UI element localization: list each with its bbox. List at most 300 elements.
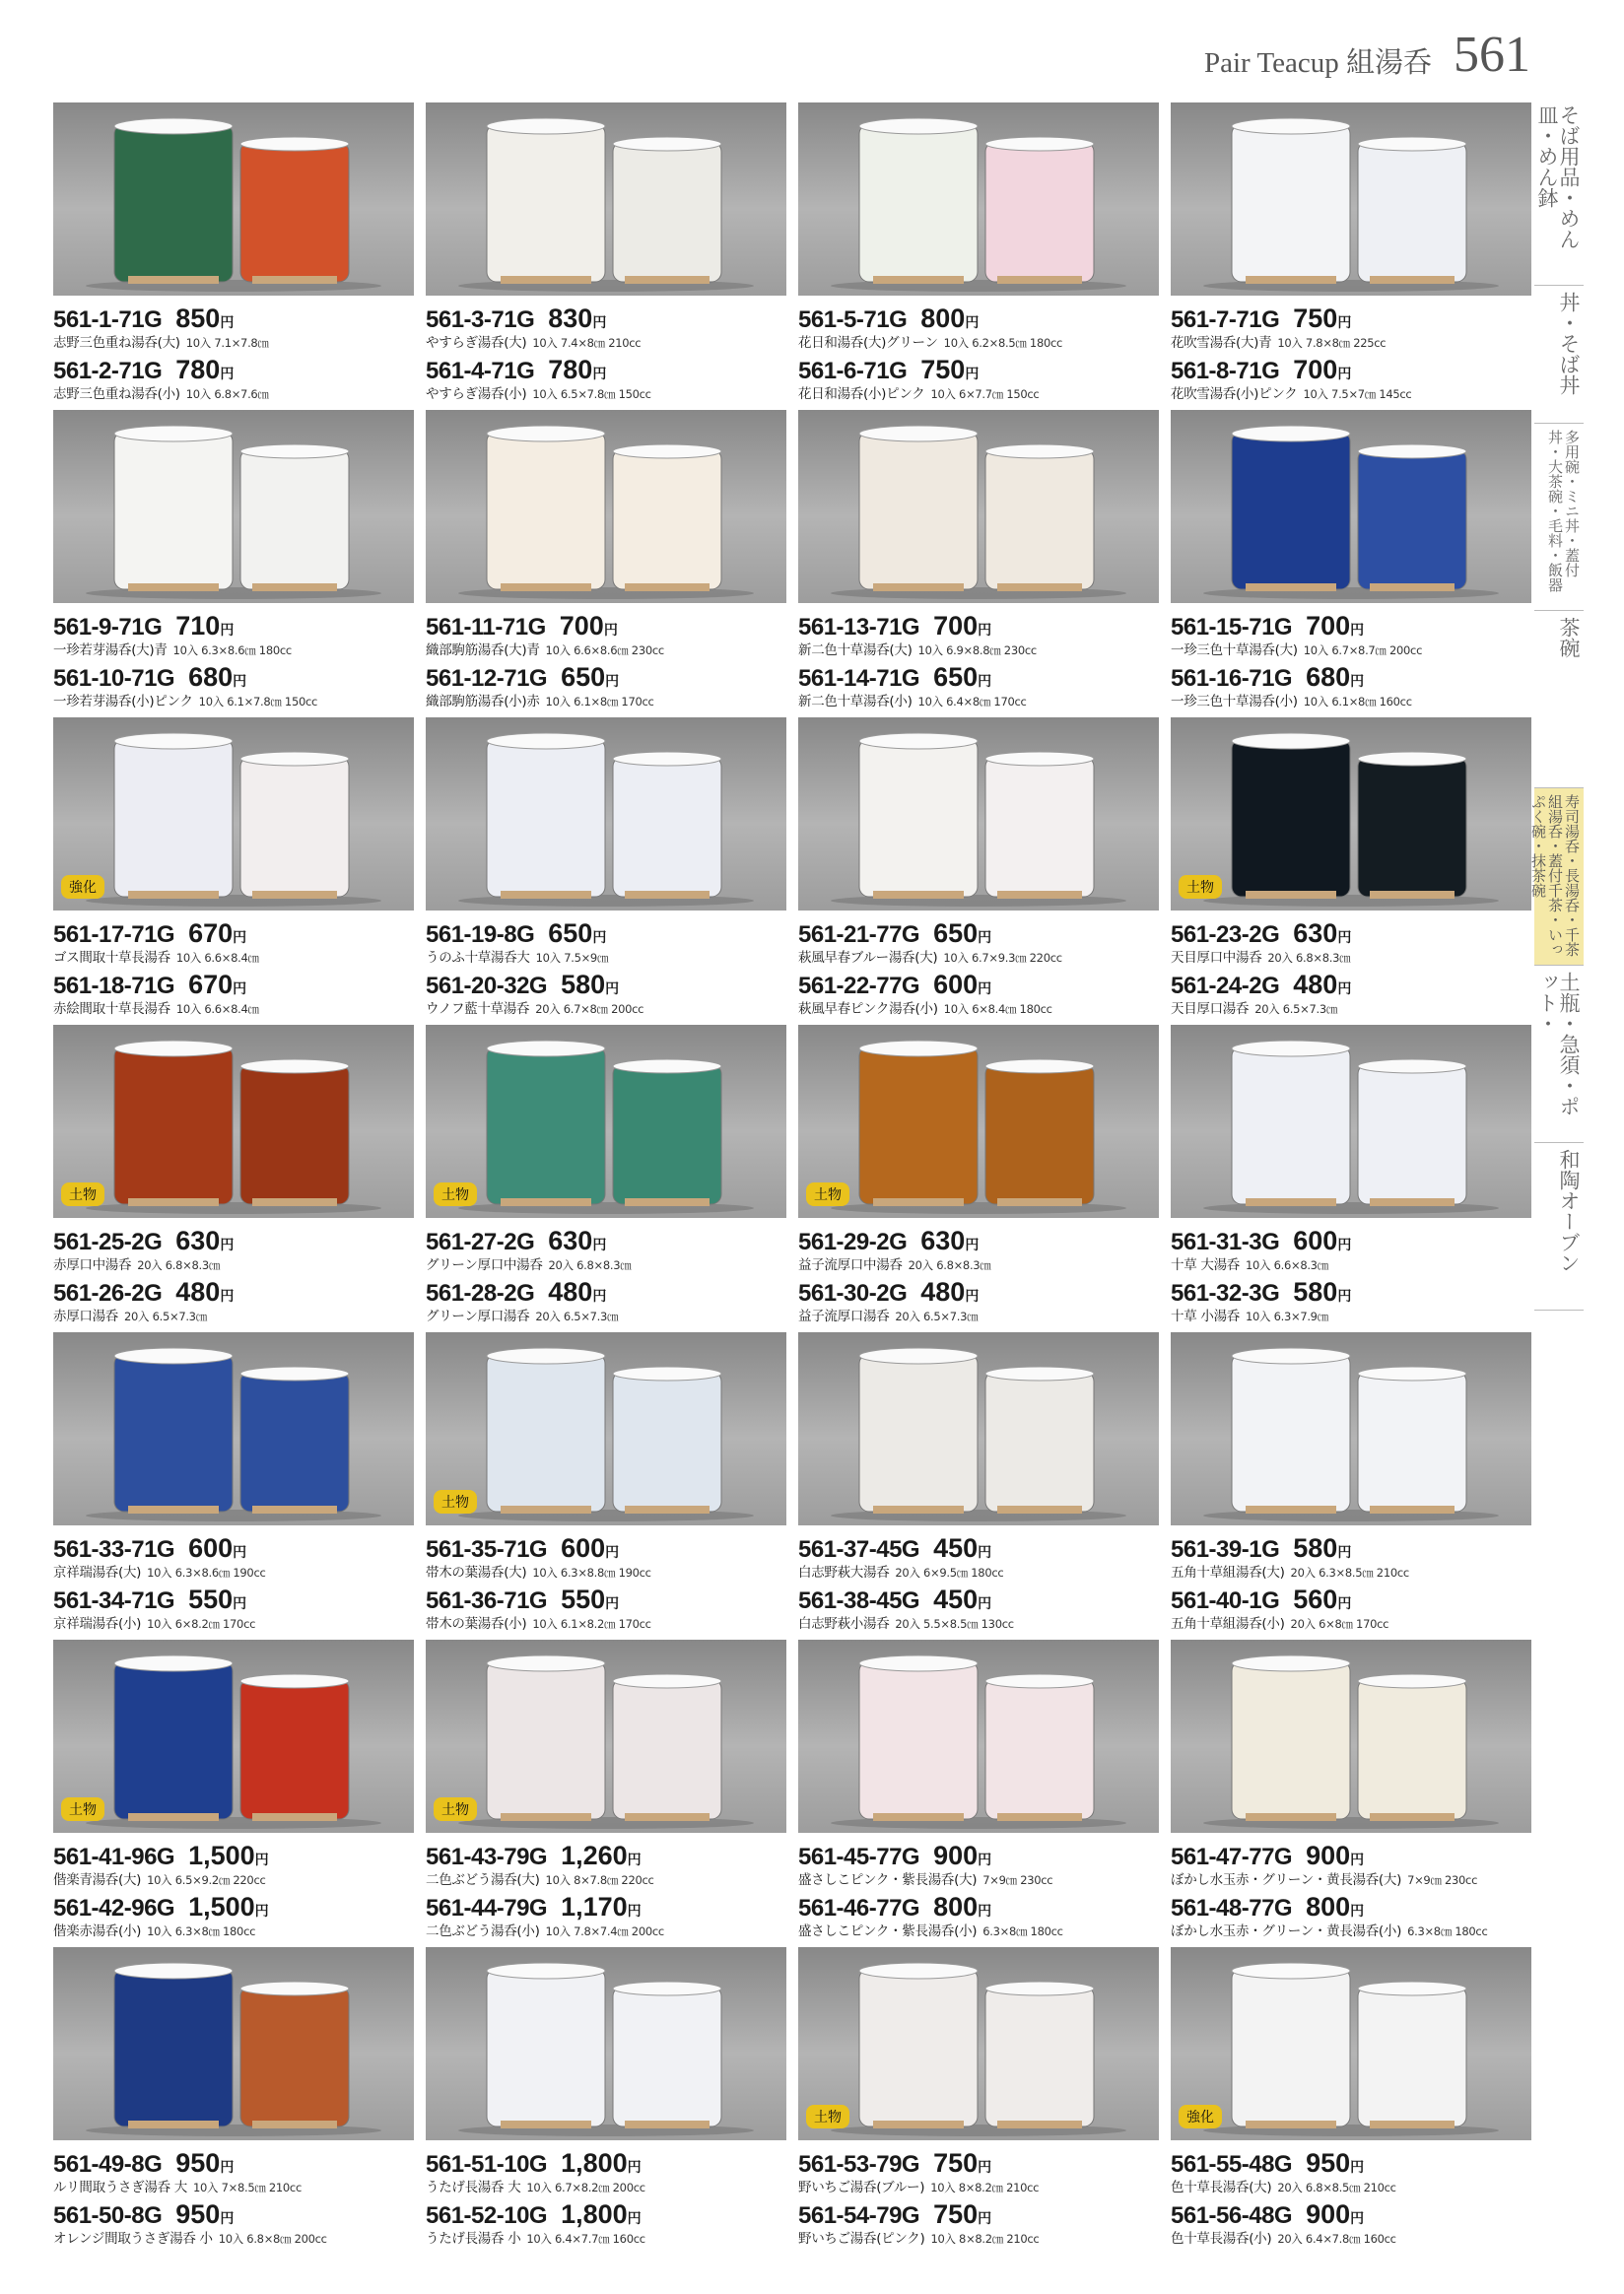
product-code: 561-15-71G	[1171, 614, 1293, 641]
large-cup	[114, 118, 233, 284]
small-cup	[240, 752, 349, 899]
product-photo	[798, 1640, 1159, 1833]
product-card[interactable]	[53, 717, 414, 1023]
product-price: 680	[1306, 662, 1351, 692]
product-card[interactable]	[426, 1947, 786, 2253]
product-code: 561-31-3G	[1171, 1229, 1280, 1255]
yen-unit: 円	[233, 981, 247, 997]
product-name: グリーン厚口湯呑	[426, 1309, 530, 1324]
large-cup	[487, 426, 605, 591]
teacup-pair-photo	[53, 102, 414, 296]
product-name: 赤厚口中湯呑	[53, 1257, 132, 1273]
product-spec: 10入 6.8×7.6㎝	[185, 387, 269, 401]
yen-unit: 円	[978, 1904, 992, 1920]
small-cup	[985, 1982, 1094, 2128]
product-spec: 10入 7.5×9㎝	[535, 951, 609, 965]
large-cup	[859, 1041, 978, 1206]
side-tab[interactable]: 和陶オーブン	[1534, 1143, 1584, 1311]
product-spec: 10入 7.8×7.4㎝ 200cc	[545, 1924, 664, 1938]
product-name: 天目厚口中湯呑	[1171, 950, 1262, 966]
product-name: ウノフ藍十草湯呑	[426, 1001, 530, 1017]
product-code: 561-41-96G	[53, 1844, 175, 1870]
product-price: 1,170	[561, 1892, 628, 1922]
product-code: 561-3-71G	[426, 306, 535, 333]
product-code: 561-39-1G	[1171, 1536, 1280, 1563]
product-name: 一珍若芽湯呑(大)青	[53, 642, 168, 658]
product-desc-small	[53, 382, 269, 402]
teacup-pair-photo	[426, 717, 786, 911]
product-line-large	[426, 1841, 800, 1871]
large-cup	[487, 1655, 605, 1821]
product-spec: 7×9㎝ 230cc	[1407, 1873, 1478, 1887]
product-desc-large	[426, 1561, 651, 1581]
yen-unit: 円	[1350, 1904, 1365, 1920]
product-code: 561-14-71G	[798, 665, 920, 692]
product-desc-small	[1171, 1612, 1388, 1632]
product-code: 561-13-71G	[798, 614, 920, 641]
large-cup	[114, 1348, 233, 1514]
product-price: 780	[175, 355, 221, 384]
product-spec: 10入 6.7×9.3㎝ 220cc	[943, 951, 1062, 965]
yen-unit: 円	[1350, 2160, 1365, 2176]
product-card[interactable]	[1171, 1947, 1531, 2253]
yen-unit: 円	[605, 1545, 620, 1561]
large-cup	[1232, 1041, 1350, 1206]
product-code: 561-38-45G	[798, 1587, 920, 1614]
product-desc-large	[426, 639, 664, 658]
product-desc-small	[426, 997, 643, 1017]
side-tab[interactable]: 多用碗・ミニ丼・蓋付丼・大茶碗・毛料・飯器	[1534, 424, 1584, 611]
product-line-small	[426, 1892, 800, 1923]
product-card[interactable]	[1171, 1332, 1531, 1638]
product-price: 780	[548, 355, 593, 384]
material-badge: 土物	[806, 2105, 849, 2128]
product-desc-large	[53, 331, 269, 351]
product-desc-large	[426, 1253, 631, 1273]
teacup-pair-photo	[53, 1640, 414, 1833]
product-card[interactable]	[53, 1947, 414, 2253]
product-name: グリーン厚口中湯呑	[426, 1257, 543, 1273]
product-spec: 20入 6.8×8.3㎝	[1267, 951, 1351, 965]
page-header	[1204, 28, 1530, 83]
product-name: 織部駒筋湯呑(大)青	[426, 642, 540, 658]
product-card[interactable]	[798, 410, 1159, 715]
product-price: 950	[175, 2148, 221, 2178]
product-name: 五角十草組湯呑(小)	[1171, 1616, 1285, 1632]
teacup-pair-photo	[426, 1332, 786, 1525]
product-price: 1,260	[561, 1841, 628, 1870]
product-code: 561-47-77G	[1171, 1844, 1293, 1870]
yen-unit: 円	[592, 315, 607, 331]
product-name: 五角十草組湯呑(大)	[1171, 1565, 1285, 1581]
product-price: 650	[561, 662, 606, 692]
product-name: 益子流厚口湯呑	[798, 1309, 890, 1324]
product-spec: 20入 6.3×8.5㎝ 210cc	[1290, 1566, 1409, 1580]
product-card[interactable]	[426, 1332, 786, 1638]
product-photo	[426, 1025, 786, 1218]
product-desc-large	[53, 639, 292, 658]
product-code: 561-20-32G	[426, 973, 548, 999]
product-spec: 7×9㎝ 230cc	[982, 1873, 1053, 1887]
small-cup	[240, 1059, 349, 1206]
product-desc-large	[426, 946, 608, 966]
product-photo	[1171, 1332, 1531, 1525]
yen-unit: 円	[220, 315, 235, 331]
product-desc-small	[426, 690, 654, 709]
large-cup	[1232, 1348, 1350, 1514]
product-spec: 10入 6.6×8.3㎝	[1246, 1258, 1328, 1272]
large-cup	[1232, 118, 1350, 284]
product-desc-large	[1171, 1868, 1477, 1888]
product-name: 京祥瑞湯呑(大)	[53, 1565, 142, 1581]
product-line-large	[1171, 918, 1545, 949]
product-code: 561-22-77G	[798, 973, 920, 999]
product-price: 750	[920, 355, 966, 384]
product-line-small	[53, 1277, 428, 1308]
product-desc-small	[426, 1305, 618, 1324]
side-tab[interactable]: 丼・そば丼	[1534, 286, 1584, 424]
product-spec: 10入 7.5×7㎝ 145cc	[1303, 387, 1412, 401]
product-code: 561-21-77G	[798, 921, 920, 948]
product-spec: 10入 6.1×8㎝ 160cc	[1303, 695, 1412, 708]
product-name: オレンジ間取うさぎ湯呑 小	[53, 2231, 213, 2247]
yen-unit: 円	[978, 981, 992, 997]
product-card[interactable]	[1171, 1640, 1531, 1945]
teacup-pair-photo	[798, 1640, 1159, 1833]
product-spec: 10入 6.4×7.7㎝ 160cc	[526, 2232, 645, 2246]
product-price: 670	[188, 918, 234, 948]
small-cup	[1358, 444, 1466, 591]
product-code: 561-10-71G	[53, 665, 175, 692]
product-photo	[53, 1025, 414, 1218]
product-line-large	[53, 611, 428, 641]
product-code: 561-19-8G	[426, 921, 535, 948]
yen-unit: 円	[978, 674, 992, 690]
product-code: 561-36-71G	[426, 1587, 548, 1614]
teacup-pair-photo	[53, 1947, 414, 2140]
product-spec: 20入 6×9.5㎝ 180cc	[895, 1566, 1004, 1580]
product-card[interactable]	[1171, 717, 1531, 1023]
product-code: 561-12-71G	[426, 665, 548, 692]
product-card[interactable]	[798, 102, 1159, 408]
product-name: 花吹雪湯呑(小)ピンク	[1171, 386, 1298, 402]
product-desc-small	[53, 997, 259, 1017]
product-photo	[53, 1332, 414, 1525]
product-price: 480	[1293, 970, 1338, 999]
product-name: 赤絵間取十草長湯呑	[53, 1001, 170, 1017]
side-tab[interactable]: そば用品・めん皿・めん鉢	[1534, 99, 1584, 286]
product-code: 561-9-71G	[53, 614, 163, 641]
product-spec: 20入 6.7×8㎝ 200cc	[535, 1002, 644, 1016]
product-line-small	[426, 2199, 800, 2230]
product-line-large	[1171, 1533, 1545, 1564]
yen-unit: 円	[1337, 930, 1352, 946]
product-name: 偕楽青湯呑(大)	[53, 1872, 142, 1888]
yen-unit: 円	[254, 1853, 269, 1868]
product-spec: 6.3×8㎝ 180cc	[982, 1924, 1063, 1938]
product-card[interactable]	[798, 717, 1159, 1023]
product-card[interactable]	[53, 410, 414, 715]
teacup-pair-photo	[798, 1947, 1159, 2140]
product-line-large	[1171, 304, 1545, 334]
product-line-small	[53, 1585, 428, 1615]
product-price: 600	[933, 970, 979, 999]
product-card[interactable]	[1171, 102, 1531, 408]
product-code: 561-1-71G	[53, 306, 163, 333]
product-line-large	[798, 611, 1173, 641]
product-card[interactable]	[53, 102, 414, 408]
side-tab[interactable]: 寿司湯呑・長湯呑・千茶組湯呑・蓋付千茶・いっぷく碗・抹茶碗	[1534, 788, 1584, 966]
teacup-pair-photo	[53, 1025, 414, 1218]
product-desc-large	[53, 1561, 266, 1581]
small-cup	[240, 137, 349, 284]
teacup-pair-photo	[53, 717, 414, 911]
product-card[interactable]	[1171, 410, 1531, 715]
product-desc-small	[798, 690, 1027, 709]
product-price: 630	[1293, 918, 1338, 948]
product-name: 志野三色重ね湯呑(小)	[53, 386, 180, 402]
product-spec: 20入 6.5×7.3㎝	[1254, 1002, 1338, 1016]
product-code: 561-17-71G	[53, 921, 175, 948]
product-card[interactable]	[53, 1025, 414, 1330]
small-cup	[985, 1367, 1094, 1514]
teacup-pair-photo	[798, 1025, 1159, 1218]
small-cup	[613, 1059, 721, 1206]
product-card[interactable]	[426, 717, 786, 1023]
yen-unit: 円	[978, 2160, 992, 2176]
product-spec: 10入 7.1×7.8㎝	[185, 336, 269, 350]
product-name: 帯木の葉湯呑(大)	[426, 1565, 527, 1581]
product-card[interactable]	[798, 1947, 1159, 2253]
yen-unit: 円	[233, 1596, 247, 1612]
product-photo	[798, 717, 1159, 911]
product-card[interactable]	[426, 410, 786, 715]
product-line-small	[53, 2199, 428, 2230]
product-card[interactable]	[426, 1640, 786, 1945]
product-name: 志野三色重ね湯呑(大)	[53, 335, 180, 351]
product-name: 二色ぶどう湯呑(大)	[426, 1872, 540, 1888]
page-title: Pair Teacup 組湯呑	[1204, 47, 1432, 79]
yen-unit: 円	[233, 674, 247, 690]
product-price: 710	[175, 611, 221, 641]
product-line-small	[1171, 970, 1545, 1000]
product-desc-small	[53, 2227, 327, 2247]
product-desc-small	[798, 2227, 1039, 2247]
product-photo	[426, 717, 786, 911]
product-name: 白志野萩小湯呑	[798, 1616, 890, 1632]
small-cup	[1358, 137, 1466, 284]
product-name: 野いちご湯呑(ブルー)	[798, 2180, 925, 2195]
teacup-pair-photo	[426, 1640, 786, 1833]
yen-unit: 円	[592, 930, 607, 946]
product-photo	[1171, 1025, 1531, 1218]
product-card[interactable]	[798, 1332, 1159, 1638]
yen-unit: 円	[965, 1289, 980, 1305]
product-spec: 20入 6.8×8.5㎝ 210cc	[1277, 2181, 1396, 2194]
yen-unit: 円	[627, 2211, 642, 2227]
product-name: ぼかし水玉赤・グリーン・黄長湯呑(大)	[1171, 1872, 1402, 1888]
product-photo	[1171, 102, 1531, 296]
small-cup	[613, 1367, 721, 1514]
product-desc-large	[53, 946, 259, 966]
product-name: 二色ぶどう湯呑(小)	[426, 1923, 540, 1939]
teacup-pair-photo	[1171, 1025, 1531, 1218]
product-name: 十草 大湯呑	[1171, 1257, 1240, 1273]
product-photo	[426, 102, 786, 296]
small-cup	[613, 752, 721, 899]
product-desc-small	[1171, 690, 1412, 709]
product-photo	[426, 1947, 786, 2140]
product-name: 盛さしこピンク・紫長湯呑(小)	[798, 1923, 978, 1939]
product-desc-large	[798, 2176, 1039, 2195]
product-desc-small	[426, 2227, 645, 2247]
product-line-small	[1171, 1585, 1545, 1615]
large-cup	[1232, 733, 1350, 899]
product-name: 盛さしこピンク・紫長湯呑(大)	[798, 1872, 978, 1888]
product-price: 830	[548, 304, 593, 333]
product-line-large	[798, 304, 1173, 334]
product-card[interactable]	[53, 1640, 414, 1945]
product-code: 561-37-45G	[798, 1536, 920, 1563]
product-spec: 10入 6.9×8.8㎝ 230cc	[917, 643, 1037, 657]
large-cup	[487, 1963, 605, 2128]
product-spec: 10入 6.5×7.8㎝ 150cc	[532, 387, 651, 401]
product-code: 561-16-71G	[1171, 665, 1293, 692]
product-price: 850	[175, 304, 221, 333]
teacup-pair-photo	[798, 410, 1159, 603]
product-card[interactable]	[1171, 1025, 1531, 1330]
product-spec: 20入 6.8×8.3㎝	[137, 1258, 221, 1272]
yen-unit: 円	[1337, 367, 1352, 382]
small-cup	[240, 1982, 349, 2128]
product-photo	[53, 1947, 414, 2140]
small-cup	[613, 137, 721, 284]
yen-unit: 円	[978, 930, 992, 946]
product-card[interactable]	[798, 1640, 1159, 1945]
product-code: 561-7-71G	[1171, 306, 1280, 333]
product-desc-small	[1171, 1305, 1328, 1324]
product-code: 561-32-3G	[1171, 1280, 1280, 1307]
product-desc-large	[53, 1868, 266, 1888]
product-code: 561-45-77G	[798, 1844, 920, 1870]
product-spec: 10入 6.1×8.2㎝ 170cc	[532, 1617, 651, 1631]
product-desc-large	[798, 1561, 1003, 1581]
product-name: 京祥瑞湯呑(小)	[53, 1616, 142, 1632]
product-code: 561-51-10G	[426, 2151, 548, 2178]
product-price: 900	[933, 1841, 979, 1870]
product-spec: 10入 6.1×8㎝ 170cc	[545, 695, 654, 708]
product-desc-large	[798, 1253, 991, 1273]
product-price: 480	[920, 1277, 966, 1307]
yen-unit: 円	[220, 2211, 235, 2227]
side-tab[interactable]: 土瓶・急須・ポット・	[1534, 966, 1584, 1143]
product-line-small	[798, 355, 1173, 385]
material-badge: 土物	[1179, 875, 1222, 899]
product-line-large	[426, 304, 800, 334]
product-desc-small	[53, 1612, 255, 1632]
product-code: 561-54-79G	[798, 2202, 920, 2229]
product-photo	[1171, 410, 1531, 603]
product-code: 561-6-71G	[798, 358, 908, 384]
product-desc-small	[798, 997, 1052, 1017]
product-line-large	[798, 1226, 1173, 1256]
product-photo	[1171, 1640, 1531, 1833]
product-spec: 10入 6.1×7.8㎝ 150cc	[198, 695, 318, 708]
product-line-small	[53, 1892, 428, 1923]
product-spec: 10入 6.6×8.6㎝ 230cc	[545, 643, 664, 657]
product-code: 561-49-8G	[53, 2151, 163, 2178]
product-price: 550	[561, 1585, 606, 1614]
product-card[interactable]	[426, 1025, 786, 1330]
product-line-small	[426, 355, 800, 385]
product-code: 561-25-2G	[53, 1229, 163, 1255]
product-line-large	[798, 2148, 1173, 2179]
product-price: 700	[559, 611, 604, 641]
small-cup	[240, 1367, 349, 1514]
product-line-large	[53, 1533, 428, 1564]
product-line-small	[1171, 662, 1545, 693]
product-spec: 20入 6.8×8.3㎝	[548, 1258, 632, 1272]
product-card[interactable]	[53, 1332, 414, 1638]
product-photo	[798, 102, 1159, 296]
product-card[interactable]	[798, 1025, 1159, 1330]
product-line-large	[426, 611, 800, 641]
yen-unit: 円	[254, 1904, 269, 1920]
product-code: 561-35-71G	[426, 1536, 548, 1563]
product-line-large	[798, 1533, 1173, 1564]
material-badge: 強化	[1179, 2105, 1222, 2128]
yen-unit: 円	[627, 2160, 642, 2176]
side-tab[interactable]: 茶碗	[1534, 611, 1584, 788]
product-card[interactable]	[426, 102, 786, 408]
product-spec: 10入 8×7.8㎝ 220cc	[545, 1873, 654, 1887]
product-price: 1,800	[561, 2148, 628, 2178]
small-cup	[1358, 1982, 1466, 2128]
yen-unit: 円	[965, 1238, 980, 1253]
product-name: 新二色十草湯呑(大)	[798, 642, 913, 658]
product-line-small	[798, 1585, 1173, 1615]
yen-unit: 円	[220, 623, 235, 639]
product-desc-large	[426, 2176, 645, 2195]
product-photo	[53, 102, 414, 296]
product-price: 750	[933, 2148, 979, 2178]
product-desc-small	[798, 1305, 978, 1324]
large-cup	[859, 733, 978, 899]
product-spec: 20入 6.4×7.8㎝ 160cc	[1277, 2232, 1396, 2246]
product-desc-large	[798, 639, 1037, 658]
product-spec: 10入 6.3×8.8㎝ 190cc	[532, 1566, 651, 1580]
small-cup	[1358, 1367, 1466, 1514]
product-photo	[53, 1640, 414, 1833]
small-cup	[985, 1059, 1094, 1206]
small-cup	[613, 444, 721, 591]
product-spec: 10入 6×7.7㎝ 150cc	[930, 387, 1040, 401]
product-code: 561-33-71G	[53, 1536, 175, 1563]
product-price: 600	[1293, 1226, 1338, 1255]
product-line-small	[53, 662, 428, 693]
product-name: 花吹雪湯呑(大)青	[1171, 335, 1272, 351]
product-name: 帯木の葉湯呑(小)	[426, 1616, 527, 1632]
small-cup	[613, 1674, 721, 1821]
product-price: 600	[188, 1533, 234, 1563]
product-price: 800	[1306, 1892, 1351, 1922]
product-name: 花日和湯呑(小)ピンク	[798, 386, 925, 402]
yen-unit: 円	[605, 674, 620, 690]
yen-unit: 円	[1337, 1545, 1352, 1561]
material-badge: 土物	[61, 1797, 104, 1821]
product-name: 萩風早春ピンク湯呑(小)	[798, 1001, 938, 1017]
product-price: 1,500	[188, 1841, 255, 1870]
